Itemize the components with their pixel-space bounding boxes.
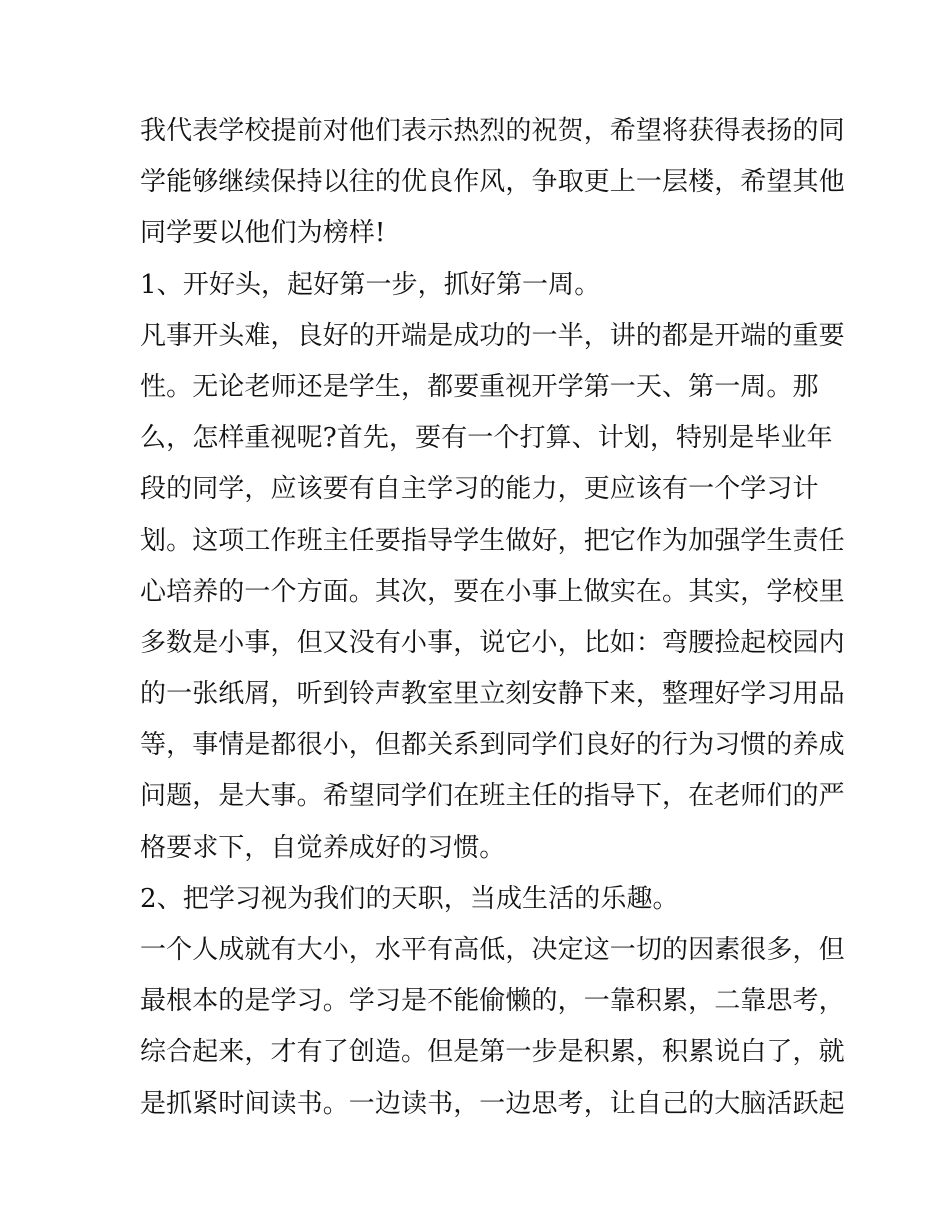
text-line-17: 一个人成就有大小，水平有高低，决定这一切的因素很多，但: [140, 935, 845, 965]
text-line-20: 是抓紧时间读书。一边读书，一边思考，让自己的大脑活跃起: [140, 1088, 845, 1119]
text-line-3: 同学要以他们为榜样!: [140, 218, 386, 249]
text-line-14: 问题，是大事。希望同学们在班主任的指导下，在老师们的严: [140, 781, 845, 812]
text-line-6: 性。无论老师还是学生，都要重视开学第一天、第一周。那: [140, 371, 819, 402]
text-line-19: 综合起来，才有了创造。但是第一步是积累，积累说白了，就: [140, 1037, 845, 1068]
text-line-13: 等，事情是都很小，但都关系到同学们良好的行为习惯的养成: [140, 730, 845, 761]
text-line-7: 么，怎样重视呢?首先，要有一个打算、计划，特别是毕业年: [140, 423, 833, 454]
text-line-18: 最根本的是学习。学习是不能偷懒的，一靠积累，二靠思考，: [140, 986, 845, 1017]
body-text: [140, 106, 845, 1130]
text-line-1: 我代表学校提前对他们表示热烈的祝贺，希望将获得表扬的同: [140, 116, 845, 146]
text-line-15: 格要求下，自觉养成好的习惯。: [140, 832, 506, 863]
section-heading-2: 2、把学习视为我们的天职，当成生活的乐趣。: [140, 883, 679, 914]
text-line-12: 的一张纸屑，听到铃声教室里立刻安静下来，整理好学习用品: [140, 679, 845, 710]
text-line-2: 学能够继续保持以往的优良作风，争取更上一层楼，希望其他: [140, 167, 845, 198]
text-line-5: 凡事开头难，良好的开端是成功的一半，讲的都是开端的重要: [140, 320, 845, 351]
text-line-8: 段的同学，应该要有自主学习的能力，更应该有一个学习计: [140, 474, 819, 505]
text-line-11: 多数是小事，但又没有小事，说它小，比如：弯腰捡起校园内: [140, 627, 845, 658]
section-heading-1: 1、开好头，起好第一步，抓好第一周。: [140, 269, 601, 300]
text-line-10: 心培养的一个方面。其次，要在小事上做实在。其实，学校里: [140, 576, 845, 607]
text-line-9: 划。这项工作班主任要指导学生做好，把它作为加强学生责任: [140, 525, 845, 556]
